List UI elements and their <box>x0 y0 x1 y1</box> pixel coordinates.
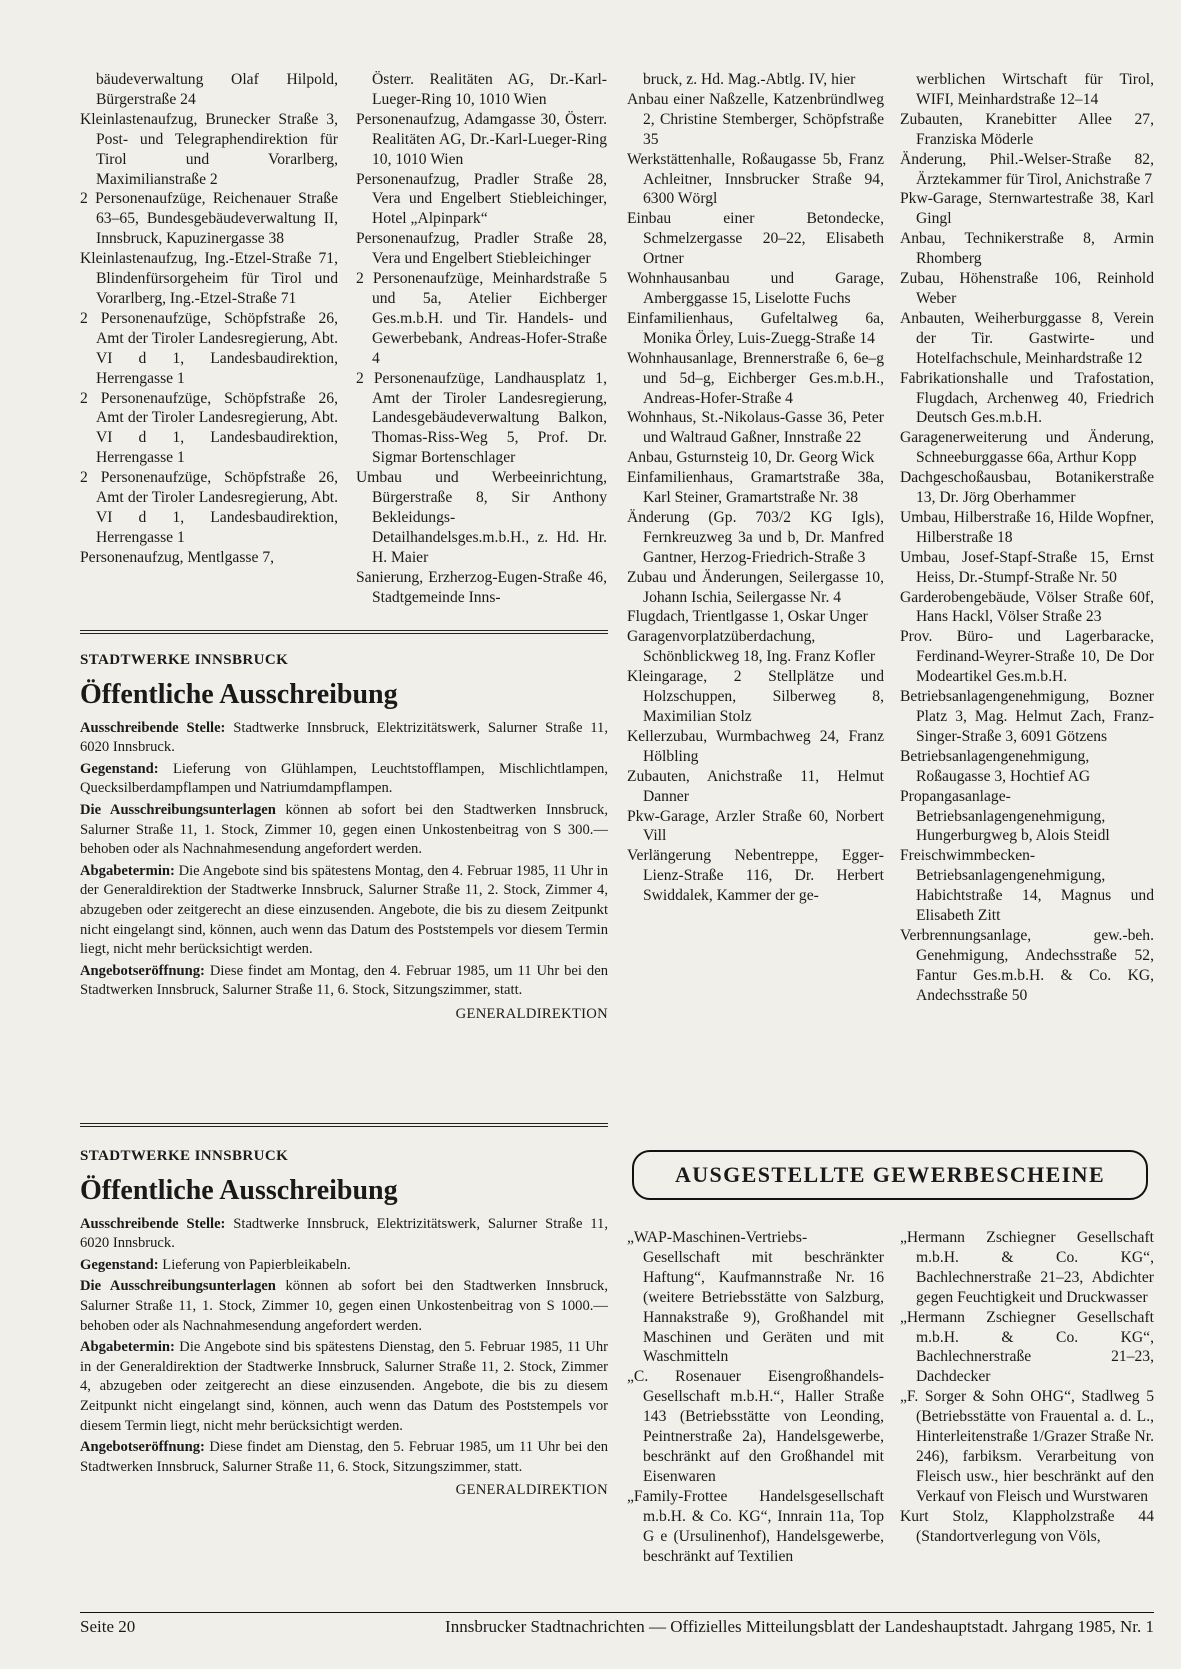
list-entry: Betriebsanlagengenehmigung, Roßaugasse 3, Hochtief AG <box>900 747 1091 785</box>
list-entry: Propangasanlage-Betriebsanlagengenehmigung, Hungerburgweg b, Alois Steidl <box>900 787 1110 845</box>
tender-notice-2 <box>80 1147 608 1501</box>
list-entry: „Hermann Zschiegner Gesellschaft m.b.H. & Co. KG“, Bachlechnerstraße 21–23, Dachdecker <box>900 1308 1154 1386</box>
list-entry: Personenaufzug, Mentlgasse 7, <box>80 548 275 566</box>
list-entry: Verlängerung Nebentreppe, Egger-Lienz-Straße 116, Dr. Herbert Swiddalek, Kammer der ge- <box>627 847 884 905</box>
list-entry: Kleinlastenaufzug, Ing.-Etzel-Straße 71, Blindenfürsorgeheim für Tirol und Vorarlberg, Ing.-Etzel-Straße 71 <box>80 250 338 307</box>
list-entry: Anbau einer Naßzelle, Katzenbründlweg 2, Christine Stemberger, Schöpfstraße 35 <box>627 90 884 148</box>
page-number: Seite 20 <box>80 1617 136 1636</box>
list-entry: Zubau, Höhenstraße 106, Reinhold Weber <box>900 270 1154 307</box>
page-footer <box>80 1617 1154 1637</box>
notice-title: Öffentliche Ausschreibung <box>80 678 398 710</box>
list-entry: Umbau, Hilberstraße 16, Hilde Wopfner, Hilberstraße 18 <box>900 508 1154 546</box>
notice-eroeffnung: Angebotseröffnung: Diese findet am Dienstag, den 5. Februar 1985, um 11 Uhr bei den Stadtwerken Innsbruck, Salurner Straße 11, 6. Stock, Sitzungszimmer, statt. <box>80 1439 608 1475</box>
list-entry: Zubauten, Anichstraße 11, Helmut Danner <box>627 767 884 805</box>
list-entry: „WAP-Maschinen-Vertriebs-Gesellschaft mit beschränkter Haftung“, Kaufmannstraße Nr. 16 (weitere Betriebsstätte von Salzburg, Hannakstraße 9), Großhandel mit Maschinen und Geräten und mit Waschmitteln <box>627 1229 884 1366</box>
notice-unterlagen: Die Ausschreibungsunterlagen können ab sofort bei den Stadtwerken Innsbruck, Salurner Straße 11, 1. Stock, Zimmer 10, gegen einen Unkostenbeitrag von S 300.— behoben oder als Nachnahmesendung angefordert werden. <box>80 801 608 858</box>
list-entry: Kurt Stolz, Klappholzstraße 44 (Standortverlegung von Völs, <box>900 1507 1154 1545</box>
list-entry: „C. Rosenauer Eisengroßhandels-Gesellschaft m.b.H.“, Haller Straße 143 (Betriebsstätte von Leonding, Peintnerstraße 2a), Handelsgewerbe, beschränkt auf den Großhandel mit Eisenwaren <box>627 1368 884 1485</box>
list-entry: Sanierung, Erzherzog-Eugen-Straße 46, Stadtgemeinde Inns- <box>356 568 607 606</box>
notice-abgabe: Abgabetermin: Die Angebote sind bis spätestens Montag, den 4. Februar 1985, 11 Uhr in der Generaldirektion der Stadtwerke Innsbruck, Salurner Straße 11, 2. Stock, Zimmer 4, abzugeben oder zeitgerecht an diese einzusenden. Angebote, die bis zu diesem Zeitpunkt nicht eingelangt sind, können, auch wenn das Datum des Poststempels vor diesem Termin liegt, nicht mehr berücksichtigt werden. <box>80 862 608 958</box>
notice-signature: GENERALDIREKTION <box>455 1005 608 1022</box>
building-permits-column-4 <box>900 70 1154 1006</box>
list-entry: Zubau und Änderungen, Seilergasse 10, Johann Ischia, Seilergasse Nr. 4 <box>627 568 884 606</box>
list-entry: „Family-Frottee Handelsgesellschaft m.b.H. & Co. KG“, Innrain 11a, Top G e (Ursulinenhof), Handelsgewerbe, beschränkt auf Textilien <box>627 1487 884 1565</box>
list-entry: Anbau, Technikerstraße 8, Armin Rhomberg <box>900 230 1154 268</box>
list-entry: Garderobengebäude, Völser Straße 60f, Hans Hackl, Völser Straße 23 <box>900 588 1154 626</box>
list-entry: Einbau einer Betondecke, Schmelzergasse 20–22, Elisabeth Ortner <box>627 210 884 268</box>
list-entry: „Hermann Zschiegner Gesellschaft m.b.H. & Co. KG“, Bachlechnerstraße 21–23, Abdichter gegen Feuchtigkeit und Druckwasser <box>900 1229 1154 1306</box>
list-entry: Änderung (Gp. 703/2 KG Igls), Fernkreuzweg 3a und b, Dr. Manfred Gantner, Herzog-Friedrich-Straße 3 <box>627 508 884 566</box>
list-entry: 2 Personenaufzüge, Meinhardstraße 5 und 5a, Atelier Eichberger Ges.m.b.H. und Tir. Handels- und Gewerbebank, Andreas-Hofer-Straße 4 <box>356 270 607 367</box>
list-entry: Wohnhausanlage, Brennerstraße 6, 6e–g und 5d–g, Eichberger Ges.m.b.H., Andreas-Hofer-Straße 4 <box>627 349 884 407</box>
list-entry: 2 Personenaufzüge, Schöpfstraße 26, Amt der Tiroler Landesregierung, Abt. VI d 1, Landesbaudirektion, Herrengasse 1 <box>80 469 338 546</box>
double-rule-top <box>80 630 608 634</box>
list-entry: Wohnhausanbau und Garage, Amberggasse 15, Liselotte Fuchs <box>627 270 884 307</box>
list-entry: Werkstättenhalle, Roßaugasse 5b, Franz Achleitner, Innsbrucker Straße 94, 6300 Wörgl <box>627 150 884 208</box>
notice-eroeffnung: Angebotseröffnung: Diese findet am Montag, den 4. Februar 1985, um 11 Uhr bei den Stadtwerken Innsbruck, Salurner Straße 11, 6. Stock, Sitzungszimmer, statt. <box>80 962 608 999</box>
notice-signature: GENERALDIREKTION <box>455 1482 608 1499</box>
footer-rule <box>80 1612 1154 1613</box>
list-entry: Freischwimmbecken-Betriebsanlagengenehmigung, Habichtstraße 14, Magnus und Elisabeth Zitt <box>900 847 1154 925</box>
list-entry: bäudeverwaltung Olaf Hilpold, Bürgerstraße 24 <box>96 71 338 108</box>
list-entry: Umbau und Werbeeinrichtung, Bürgerstraße 8, Sir Anthony Bekleidungs-Detailhandelsges.m.b.H., z. Hd. Hr. H. Maier <box>356 469 607 566</box>
trade-licenses-column-1 <box>627 1228 884 1566</box>
list-entry: Garagenerweiterung und Änderung, Schneeburggasse 66a, Arthur Kopp <box>900 429 1154 467</box>
list-entry: Kleingarage, 2 Stellplätze und Holzschuppen, Silberweg 8, Maximilian Stolz <box>627 668 884 725</box>
list-entry: Änderung, Phil.-Welser-Straße 82, Ärztekammer für Tirol, Anichstraße 7 <box>900 150 1154 188</box>
list-entry: Kleinlastenaufzug, Brunecker Straße 3, Post- und Telegraphendirektion für Tirol und Vorarlberg, Maximilianstraße 2 <box>80 110 338 188</box>
list-entry: Verbrennungsanlage, gew.-beh. Genehmigung, Andechsstraße 52, Fantur Ges.m.b.H. & Co. KG, Andechsstraße 50 <box>900 926 1154 1004</box>
list-entry: Anbau, Gsturnsteig 10, Dr. Georg Wick <box>627 449 875 467</box>
building-permits-column-3 <box>627 70 884 906</box>
building-permits-column-2 <box>356 70 607 607</box>
list-entry: Österr. Realitäten AG, Dr.-Karl-Lueger-Ring 10, 1010 Wien <box>372 71 607 108</box>
list-entry: Kellerzubau, Wurmbachweg 24, Franz Hölbling <box>627 727 884 765</box>
double-rule-middle <box>80 1123 608 1127</box>
list-entry: Pkw-Garage, Sternwartestraße 38, Karl Gingl <box>900 190 1154 228</box>
list-entry: Zubauten, Kranebitter Allee 27, Franziska Möderle <box>900 110 1154 148</box>
notice-stelle: Ausschreibende Stelle: Stadtwerke Innsbruck, Elektrizitätswerk, Salurner Straße 11, 6020 Innsbruck. <box>80 719 608 756</box>
list-entry: Garagenvorplatzüberdachung, Schönblickweg 18, Ing. Franz Kofler <box>627 628 876 666</box>
list-entry: werblichen Wirtschaft für Tirol, WIFI, Meinhardstraße 12–14 <box>916 71 1154 108</box>
list-entry: Umbau, Josef-Stapf-Straße 15, Ernst Heiss, Dr.-Stumpf-Straße Nr. 50 <box>900 548 1154 586</box>
list-entry: Personenaufzug, Adamgasse 30, Österr. Realitäten AG, Dr.-Karl-Lueger-Ring 10, 1010 Wien <box>356 110 607 168</box>
list-entry: „F. Sorger & Sohn OHG“, Stadlweg 5 (Betriebsstätte von Frauental a. d. L., Hinterleitenstraße 1/Grazer Straße Nr. 246), farbiksm. Verarbeitung von Fleisch usw., hier beschränkt auf den Verkauf von Fleisch und Wurstwaren <box>900 1388 1154 1505</box>
notice-abgabe: Abgabetermin: Die Angebote sind bis spätestens Dienstag, den 5. Februar 1985, 11 Uhr in der Generaldirektion der Stadtwerke Innsbruck, Salurner Straße 11, 2. Stock, Zimmer 4, abzugeben oder zeitgerecht an diese einzusenden. Angebote, die bis zu diesem Zeitpunkt nicht eingelangt sind, können, auch wenn das Datum des Poststempels vor diesem Termin liegt, nicht mehr berücksichtigt werden. <box>80 1339 608 1434</box>
list-entry: Personenaufzug, Pradler Straße 28, Vera und Engelbert Stiebleichinger, Hotel „Alpinpark“ <box>356 170 607 228</box>
list-entry: 2 Personenaufzüge, Reichenauer Straße 63–65, Bundesgebäudeverwaltung II, Innsbruck, Kapuzinergasse 38 <box>80 190 338 248</box>
list-entry: Personenaufzug, Pradler Straße 28, Vera und Engelbert Stiebleichinger <box>356 230 607 268</box>
list-entry: Prov. Büro- und Lagerbaracke, Ferdinand-Weyrer-Straße 10, De Dor Modeartikel Ges.m.b.H. <box>900 628 1154 686</box>
section-heading-gewerbescheine: AUSGESTELLTE GEWERBESCHEINE <box>632 1150 1148 1200</box>
trade-licenses-column-2 <box>900 1228 1154 1547</box>
notice-gegenstand: Gegenstand: Lieferung von Glühlampen, Leuchtstofflampen, Mischlichtlampen, Quecksilberdampflampen und Natriumdampflampen. <box>80 760 608 797</box>
list-entry: Betriebsanlagengenehmigung, Bozner Platz 3, Mag. Helmut Zach, Franz-Singer-Straße 3, 6091 Götzens <box>900 688 1154 745</box>
notice-stelle: Ausschreibende Stelle: Stadtwerke Innsbruck, Elektrizitätswerk, Salurner Straße 11, 6020 Innsbruck. <box>80 1215 608 1252</box>
list-entry: Fabrikationshalle und Trafostation, Flugdach, Archenweg 40, Friedrich Deutsch Ges.m.b.H. <box>900 369 1154 427</box>
list-entry: 2 Personenaufzüge, Schöpfstraße 26, Amt der Tiroler Landesregierung, Abt. VI d 1, Landesbaudirektion, Herrengasse 1 <box>80 389 338 467</box>
notice-org: STADTWERKE INNSBRUCK <box>80 652 289 668</box>
building-permits-column-1 <box>80 70 338 568</box>
list-entry: Dachgeschoßausbau, Botanikerstraße 13, Dr. Jörg Oberhammer <box>900 469 1154 507</box>
notice-gegenstand: Gegenstand: Lieferung von Papierbleikabeln. <box>80 1256 351 1273</box>
list-entry: Flugdach, Trientlgasse 1, Oskar Unger <box>627 608 868 626</box>
list-entry: Wohnhaus, St.-Nikolaus-Gasse 36, Peter und Waltraud Gaßner, Innstraße 22 <box>627 409 884 447</box>
notice-title: Öffentliche Ausschreibung <box>80 1174 398 1206</box>
list-entry: Pkw-Garage, Arzler Straße 60, Norbert Vill <box>627 807 884 845</box>
list-entry: 2 Personenaufzüge, Schöpfstraße 26, Amt der Tiroler Landesregierung, Abt. VI d 1, Landesbaudirektion, Herrengasse 1 <box>80 309 338 387</box>
notice-org: STADTWERKE INNSBRUCK <box>80 1148 289 1164</box>
list-entry: Anbauten, Weiherburggasse 8, Verein der Tir. Gastwirte- und Hotelfachschule, Meinhardstraße 12 <box>900 309 1154 367</box>
notice-unterlagen: Die Ausschreibungsunterlagen können ab sofort bei den Stadtwerken Innsbruck, Salurner Straße 11, 1. Stock, Zimmer 10, gegen einen Unkostenbeitrag von S 1000.— behoben oder als Nachnahmesendung angefordert werden. <box>80 1278 608 1334</box>
list-entry: bruck, z. Hd. Mag.-Abtlg. IV, hier <box>643 71 856 88</box>
list-entry: Einfamilienhaus, Gufeltalweg 6a, Monika Örley, Luis-Zuegg-Straße 14 <box>627 309 884 347</box>
list-entry: 2 Personenaufzüge, Landhausplatz 1, Amt der Tiroler Landesregierung, Landesgebäudeverwaltung Balkon, Thomas-Riss-Weg 5, Prof. Dr. Sigmar Bortenschlager <box>356 369 607 467</box>
publication-line: Innsbrucker Stadtnachrichten — Offizielles Mitteilungsblatt der Landeshauptstadt. Jahrgang 1985, Nr. 1 <box>445 1617 1154 1636</box>
tender-notice-1 <box>80 651 608 1025</box>
list-entry: Einfamilienhaus, Gramartstraße 38a, Karl Steiner, Gramartstraße Nr. 38 <box>627 469 884 507</box>
